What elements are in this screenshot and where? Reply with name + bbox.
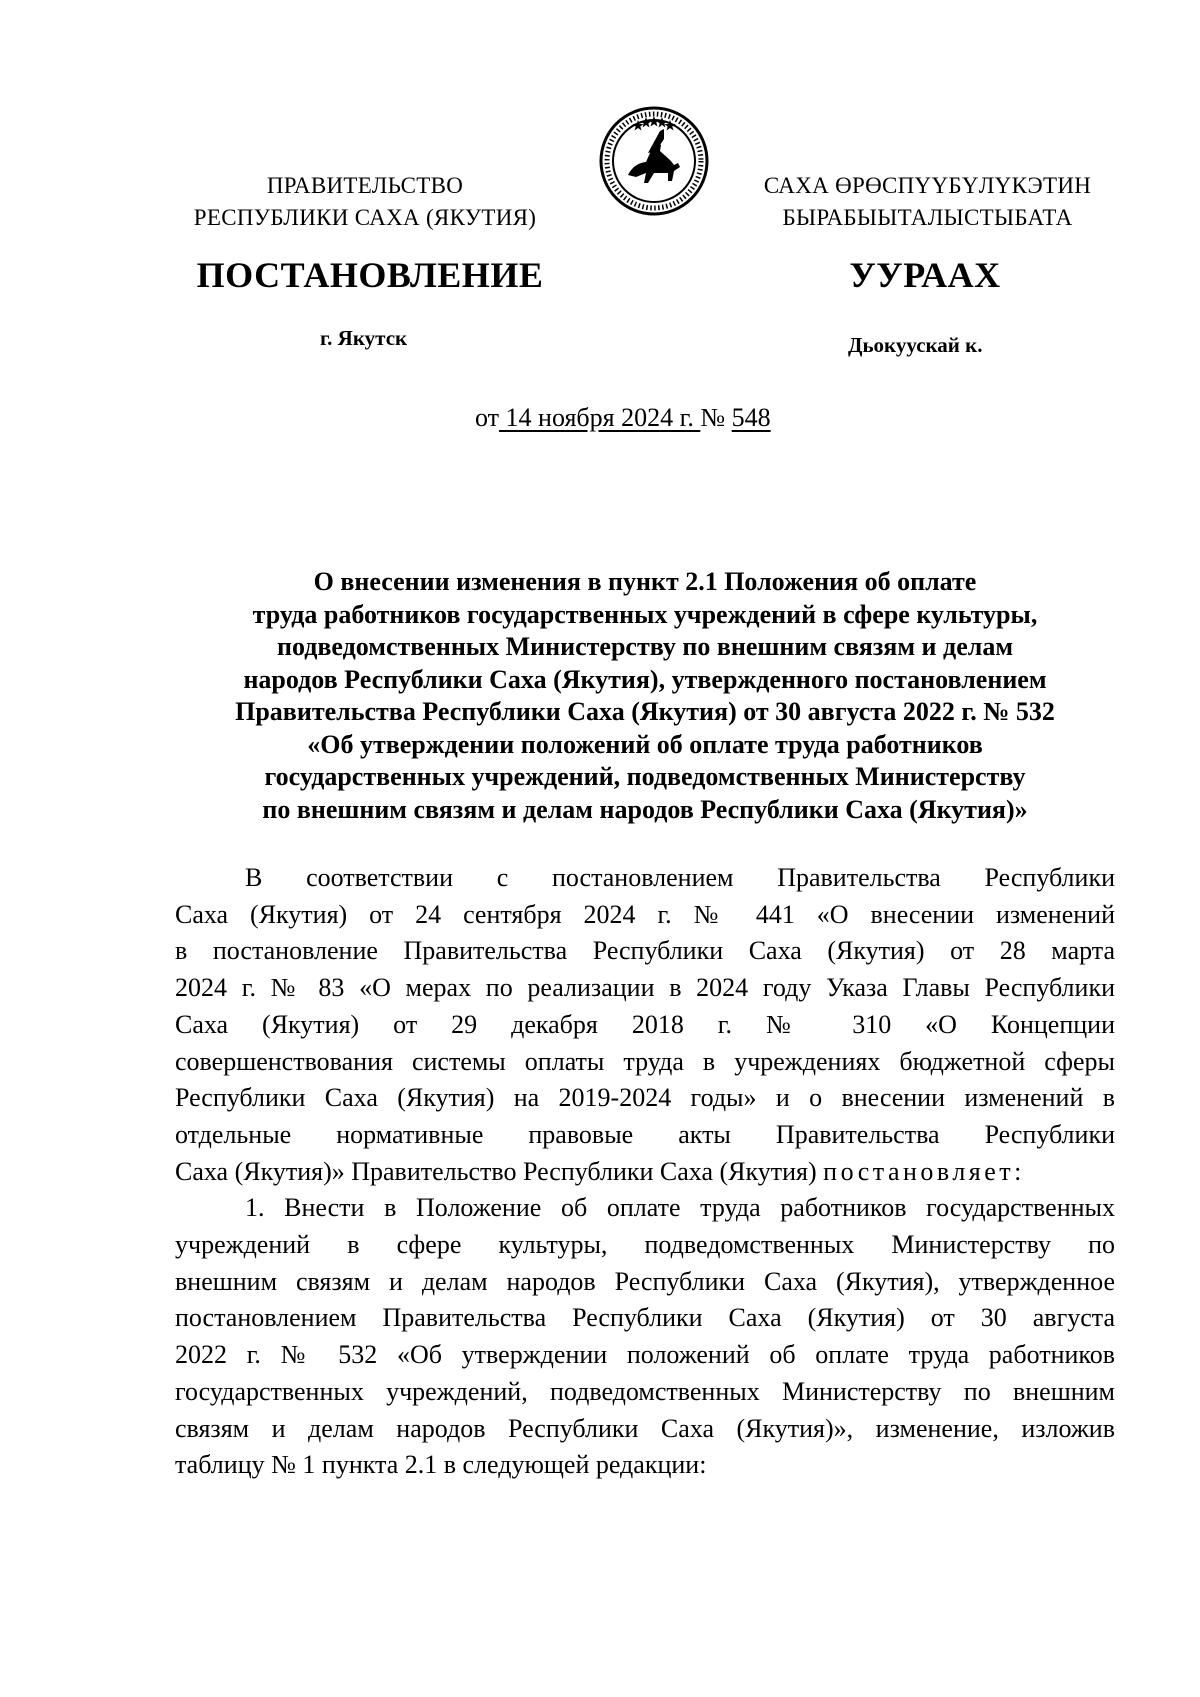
title-line: подведомственных Министерству по внешним связям и делам [276, 632, 1014, 661]
number-sign: № [700, 403, 732, 432]
title-line: О внесении изменения в пункт 2.1 Положения об оплате [313, 567, 977, 596]
issuer-sakha-line-1: САХА ӨРӨСПҮҮБҮЛҮКЭТИН [763, 173, 1092, 198]
body-line: таблицу № 1 пункта 2.1 в следующей редакции: [175, 1450, 707, 1480]
body-line: постановлением Правительства Республики Саха (Якутия) от 30 августа [175, 1303, 1115, 1333]
body-line: совершенствования системы оплаты труда в учреждениях бюджетной сферы [175, 1046, 1115, 1076]
body-line: связям и делам народов Республики Саха (Якутия)», изменение, изложив [175, 1413, 1115, 1443]
issuer-name-sakha [745, 170, 1110, 234]
coat-of-arms-seal-icon [598, 105, 710, 217]
body-line: 2022 г. № 532 «Об утверждении положений об оплате труда работников [175, 1340, 1115, 1370]
document-body [175, 860, 1115, 1484]
body-line [175, 1154, 1115, 1191]
city-sakha: Дьокуускай к. [848, 333, 983, 357]
title-line: по внешним связям и делам народов Республики Саха (Якутия)» [262, 794, 1028, 824]
date-and-number [475, 402, 771, 434]
preamble-ending: Саха (Якутия)» Правительство Республики Саха (Якутия) [175, 1156, 824, 1186]
body-line: в постановление Правительства Республики Саха (Якутия) от 28 марта [175, 936, 1115, 966]
document-number: 548 [731, 403, 771, 432]
title-line: государственных учреждений, подведомственных Министерству [264, 762, 1026, 791]
item-1-paragraph [175, 1190, 1115, 1484]
body-line: отдельные нормативные правовые акты Правительства Республики [175, 1119, 1115, 1149]
date-prefix: от [475, 403, 500, 432]
body-line: государственных учреждений, подведомственных Министерству по внешним [175, 1376, 1115, 1406]
issuer-sakha-line-2: БЫРАБЫЫТАЛЫСТЫБАТА [782, 205, 1073, 230]
document-title [185, 566, 1105, 826]
doc-type-sakha: УУРААХ [849, 255, 1001, 295]
body-line: 1. Внести в Положение об оплате труда работников государственных [245, 1193, 1115, 1223]
document-date: 14 ноября 2024 г. [499, 403, 701, 432]
preamble-paragraph [175, 860, 1115, 1190]
issuer-line-2: РЕСПУБЛИКИ САХА (ЯКУТИЯ) [193, 205, 537, 230]
resolves-word: постановляет: [823, 1156, 1025, 1186]
issuer-name-russian [180, 170, 550, 234]
title-line: народов Республики Саха (Якутия), утвержденного постановлением [243, 664, 1047, 694]
body-line: 2024 г. № 83 «О мерах по реализации в 2024 году Указа Главы Республики [175, 973, 1115, 1003]
issuer-line-1: ПРАВИТЕЛЬСТВО [266, 173, 464, 198]
body-line: учреждений в сфере культуры, подведомственных Министерству по [175, 1230, 1115, 1260]
title-line: «Об утверждении положений об оплате труда работников [307, 729, 983, 759]
body-line: Саха (Якутия) от 24 сентября 2024 г. № 441 «О внесении изменений [175, 899, 1115, 929]
body-line: Республики Саха (Якутия) на 2019-2024 годы» и о внесении изменений в [175, 1083, 1115, 1113]
body-line: Саха (Якутия) от 29 декабря 2018 г. № 310 «О Концепции [175, 1009, 1115, 1039]
body-line: В соответствии с постановлением Правительства Республики [245, 863, 1115, 892]
city-russian: г. Якутск [320, 326, 408, 350]
title-line: труда работников государственных учреждений в сфере культуры, [252, 599, 1038, 629]
doc-type-russian: ПОСТАНОВЛЕНИЕ [196, 255, 544, 295]
body-line: внешним связям и делам народов Республики Саха (Якутия), утвержденное [175, 1266, 1115, 1296]
title-line: Правительства Республики Саха (Якутия) от 30 августа 2022 г. № 532 [235, 697, 1055, 726]
